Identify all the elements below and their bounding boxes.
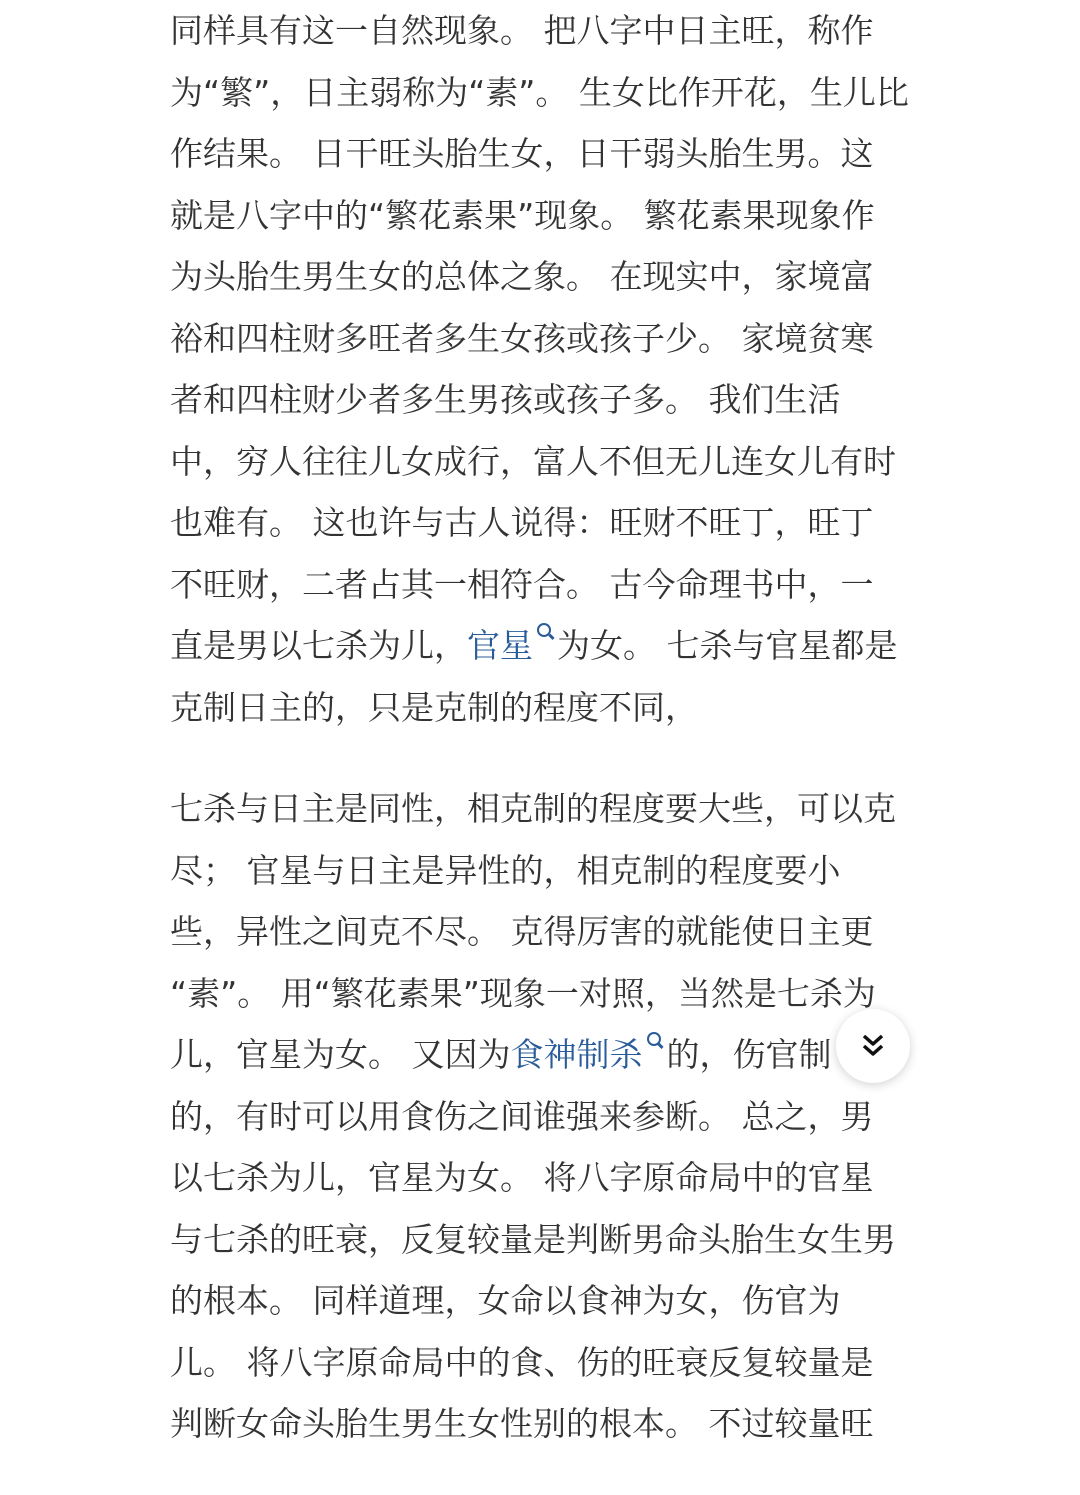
double-chevron-down-icon [859,1032,887,1060]
text-segment: 判断女命头胎生男生女性别的根本。 不过较量旺 [170,1404,874,1443]
text-line [170,840,930,902]
keyword-link[interactable]: 食神制杀 [510,1035,643,1074]
text-segment: 的根本。 同样道理，女命以食神为女，伤官为 [170,1281,841,1320]
text-line [170,554,930,616]
text-line [170,0,930,62]
text-segment: 裕和四柱财多旺者多生女孩或孩子少。 家境贫寒 [170,318,874,358]
text-line [170,246,930,308]
text-line [170,1209,930,1271]
search-icon[interactable] [647,1032,661,1046]
text-segment: 儿。 将八字原命局中的食、伤的旺衰反复较量是 [170,1342,874,1382]
paragraph [170,778,930,1455]
text-segment: 不旺财，二者占其一相符合。 古今命理书中，一 [170,564,874,604]
text-line [170,1332,930,1394]
text-segment: 的，有时可以用食伤之间谁强来参断。 总之，男 [170,1096,874,1136]
text-segment: 为女。 七杀与官星都是 [557,626,898,665]
text-segment: 者和四柱财少者多生男孩或孩子多。 我们生活 [170,380,841,419]
text-segment: 七杀与日主是同性，相克制的程度要大些，可以克 [170,789,896,828]
search-icon[interactable] [537,623,551,637]
text-segment: 为头胎生男生女的总体之象。 在现实中，家境富 [170,257,874,296]
text-segment: 直是男以七杀为儿， [170,626,467,665]
text-segment: 尽； 官星与日主是异性的，相克制的程度要小 [170,850,841,890]
article-body [170,0,930,1495]
text-segment: 与七杀的旺衰，反复较量是判断男命头胎生女生男 [170,1219,896,1259]
text-segment: 作结果。 日干旺头胎生女，日干弱头胎生男。这 [170,134,874,173]
text-segment: 也难有。 这也许与古人说得：旺财不旺丁，旺丁 [170,503,874,542]
text-segment: 克制日主的，只是克制的程度不同， [170,687,698,727]
text-line [170,1086,930,1148]
text-line [170,492,930,554]
scroll-down-button[interactable] [836,1009,910,1083]
text-line [170,1024,930,1086]
text-line [170,677,930,739]
text-line [170,615,930,677]
text-line [170,123,930,185]
text-segment: 为“繁”，日主弱称为“素”。 生女比作开花，生儿比 [170,72,909,112]
text-segment: 同样具有这一自然现象。 把八字中日主旺，称作 [170,11,874,50]
text-line [170,1147,930,1209]
keyword-link[interactable]: 官星 [467,626,533,665]
text-line [170,901,930,963]
text-line [170,308,930,370]
text-segment: 的，伤官制 [666,1035,832,1074]
text-line [170,369,930,431]
text-line [170,778,930,840]
text-segment: 就是八字中的“繁花素果”现象。 繁花素果现象作 [170,195,875,235]
text-segment: “素”。 用“繁花素果”现象一对照，当然是七杀为 [170,973,876,1013]
text-line [170,431,930,493]
text-line [170,1393,930,1455]
text-line [170,1270,930,1332]
paragraph [170,0,930,738]
text-line [170,185,930,247]
text-segment: 以七杀为儿，官星为女。 将八字原命局中的官星 [170,1158,874,1197]
text-line [170,62,930,124]
text-segment: 儿，官星为女。 又因为 [170,1035,511,1074]
text-segment: 些，异性之间克不尽。 克得厉害的就能使日主更 [170,912,874,951]
text-segment: 中，穷人往往儿女成行，富人不但无儿连女儿有时 [170,441,896,481]
text-line [170,963,930,1025]
